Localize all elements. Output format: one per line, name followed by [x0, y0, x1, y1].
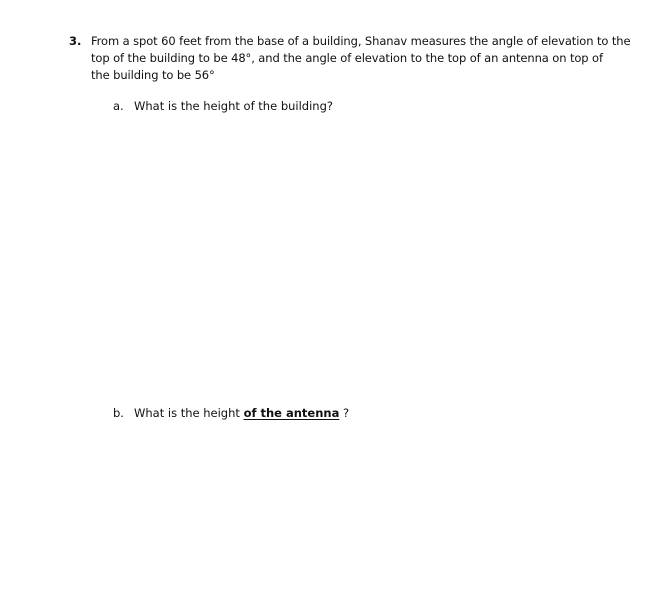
part-a-letter: a. [113, 99, 124, 113]
part-b [113, 405, 349, 422]
part-b-text-before: What is the height [134, 406, 244, 420]
question-line-1: From a spot 60 feet from the base of a building, Shanav measures the angle of elevation to the [91, 34, 631, 48]
question-text [91, 33, 644, 84]
part-a [113, 98, 333, 115]
part-b-text-after: ? [339, 406, 350, 420]
question-number: 3. [69, 34, 82, 48]
part-a-text: What is the height of the building? [134, 99, 333, 113]
question-line-2: top of the building to be 48°, and the angle of elevation to the top of an antenna on top of [91, 51, 603, 65]
part-b-letter: b. [113, 406, 124, 420]
part-b-emphasis: of the antenna [243, 406, 340, 420]
question-line-3: the building to be 56° [91, 68, 215, 82]
